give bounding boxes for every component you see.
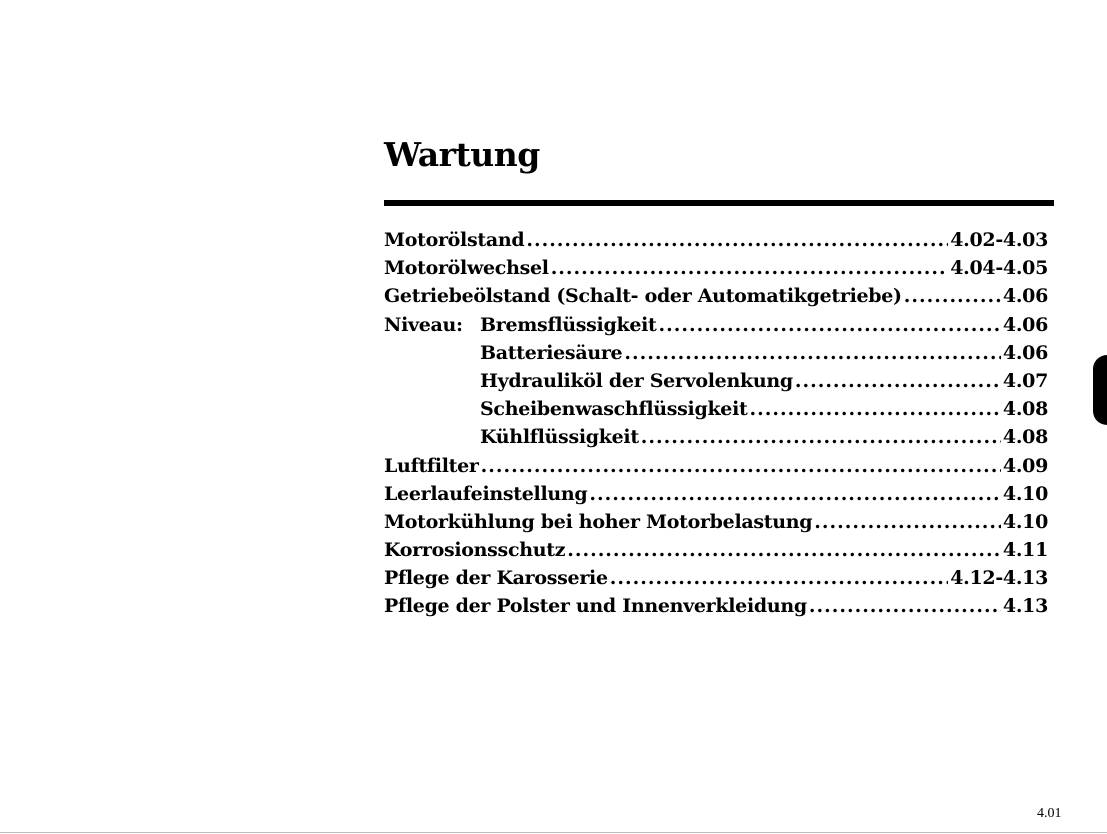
toc-entry-label xyxy=(384,314,657,336)
toc-entry-page: 4.13 xyxy=(1002,595,1048,618)
page-number: 4.01 xyxy=(1037,806,1062,821)
toc-entry-page: 4.10 xyxy=(1002,482,1048,505)
section-tab-marker xyxy=(1093,355,1107,425)
toc-entry-motorkuehlung[interactable] xyxy=(384,511,1048,539)
toc-entry-label: Luftfilter xyxy=(384,454,479,477)
toc-leader-dots xyxy=(814,511,1001,533)
toc-leader-dots xyxy=(659,314,1001,336)
toc-entry-page: 4.08 xyxy=(1002,398,1048,421)
toc-leader-dots xyxy=(750,398,1001,420)
toc-leader-dots xyxy=(551,257,949,279)
toc-entry-page: 4.07 xyxy=(1002,369,1048,392)
toc-entry-bremsfluessigkeit[interactable] xyxy=(384,314,1048,342)
toc-entry-label: Batteriesäure xyxy=(480,341,623,364)
toc-leader-dots xyxy=(526,229,948,251)
toc-entry-page: 4.02-4.03 xyxy=(950,229,1048,251)
toc-entry-page: 4.10 xyxy=(1002,510,1048,533)
toc-entry-label: Getriebeölstand (Schalt- oder Automatikgetriebe) xyxy=(384,285,902,308)
toc-entry-label: Kühlflüssigkeit xyxy=(480,426,639,449)
toc-entry-label: Motorkühlung bei hoher Motorbelastung xyxy=(384,510,813,533)
toc-entry-label: Pflege der Polster und Innenverkleidung xyxy=(384,595,807,618)
title-rule xyxy=(384,200,1054,206)
toc-entry-motoroelwechsel[interactable] xyxy=(384,257,1048,285)
toc-leader-dots xyxy=(795,370,1001,392)
toc-entry-page: 4.04-4.05 xyxy=(950,257,1048,280)
toc-entry-hydraulikoel[interactable] xyxy=(384,370,1048,398)
toc-entry-page: 4.06 xyxy=(1002,285,1048,308)
toc-entry-label: Korrosionsschutz xyxy=(384,539,566,562)
toc-leader-dots xyxy=(641,426,1001,448)
toc-leader-dots xyxy=(589,483,1001,505)
toc-entry-getriebeoelstand[interactable] xyxy=(384,285,1048,313)
toc-entry-korrosionsschutz[interactable] xyxy=(384,539,1048,567)
toc-leader-dots xyxy=(904,285,1001,307)
toc-entry-label: Scheibenwaschflüssigkeit xyxy=(480,398,748,421)
toc-entry-label: Motorölstand xyxy=(384,229,525,251)
toc-group-prefix: Niveau: xyxy=(384,313,463,336)
toc-leader-dots xyxy=(567,539,1001,561)
toc-entry-kuehlfluessigkeit[interactable] xyxy=(384,426,1048,454)
page-bottom-edge xyxy=(0,832,1107,833)
toc-entry-label: Pflege der Karosserie xyxy=(384,567,608,590)
toc-entry-page: 4.08 xyxy=(1002,426,1048,449)
toc-entry-page: 4.11 xyxy=(1002,539,1048,562)
toc-leader-dots xyxy=(624,342,1001,364)
toc-entry-luftfilter[interactable] xyxy=(384,455,1048,483)
toc-entry-page: 4.09 xyxy=(1002,454,1048,477)
toc-entry-batteriesaeure[interactable] xyxy=(384,342,1048,370)
toc-entry-leerlaufeinstellung[interactable] xyxy=(384,483,1048,511)
toc-entry-pflege-polster[interactable] xyxy=(384,595,1048,623)
toc-entry-page: 4.12-4.13 xyxy=(950,567,1048,590)
toc-leader-dots xyxy=(809,595,1001,617)
toc-entry-label: Leerlaufeinstellung xyxy=(384,482,588,505)
toc-entry-label: Motorölwechsel xyxy=(384,257,549,280)
page-title: Wartung xyxy=(384,135,540,174)
toc-entry-scheibenwaschfluessigkeit[interactable] xyxy=(384,398,1048,426)
toc-entry-page: 4.06 xyxy=(1002,341,1048,364)
toc-entry-label-text: Bremsflüssigkeit xyxy=(480,313,657,336)
toc-leader-dots xyxy=(610,567,948,589)
table-of-contents xyxy=(384,229,1048,624)
toc-entry-motoroelstand[interactable] xyxy=(384,229,1048,257)
toc-entry-label: Hydrauliköl der Servolenkung xyxy=(480,369,793,392)
toc-leader-dots xyxy=(481,455,1001,477)
toc-entry-page: 4.06 xyxy=(1002,313,1048,336)
toc-entry-pflege-karosserie[interactable] xyxy=(384,567,1048,595)
